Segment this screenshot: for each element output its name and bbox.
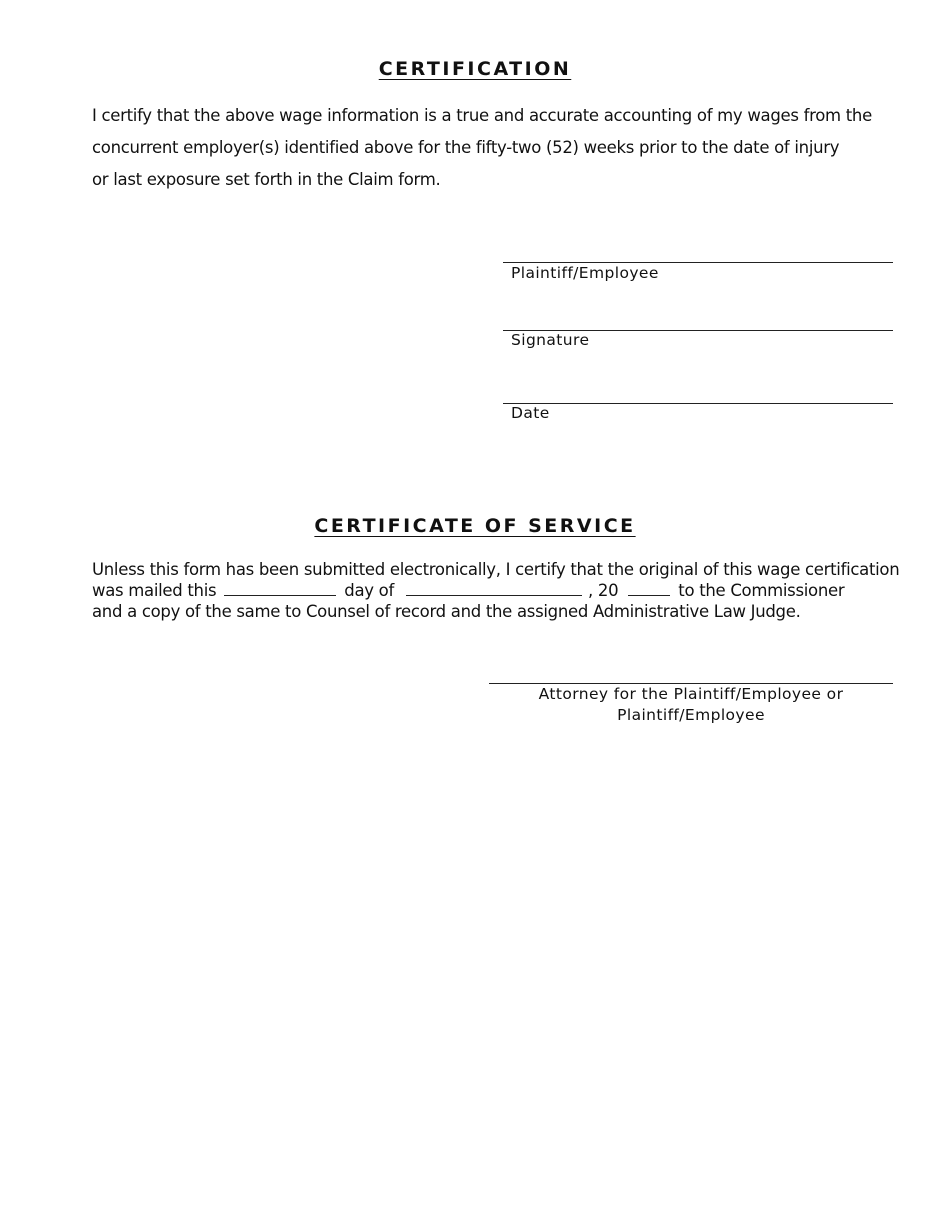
plaintiff-name-label: Plaintiff/Employee [511,264,659,282]
certification-text-line-3: or last exposure set forth in the Claim form. [92,170,441,189]
year-prefix-text: , 20 [587,581,619,600]
certification-heading [0,58,950,80]
certification-text-line-2: concurrent employer(s) identified above for the fifty-two (52) weeks prior to the date of injury [92,138,840,157]
day-blank-field[interactable] [224,581,336,596]
certificate-of-service-heading-text: CERTIFICATE OF SERVICE [314,515,636,537]
certification-heading-text: CERTIFICATION [378,58,572,80]
attorney-label-line-2: Plaintiff/Employee [617,706,765,724]
mailed-this-text: was mailed this [92,581,217,600]
service-text-line-1: Unless this form has been submitted electronically, I certify that the original of this wage certification [92,560,900,579]
year-blank-field[interactable] [628,581,670,596]
date-field[interactable] [503,403,893,404]
service-text-line-3: and a copy of the same to Counsel of record and the assigned Administrative Law Judge. [92,602,801,621]
certificate-of-service-heading [0,515,950,537]
to-commissioner-text: to the Commissioner [678,581,845,600]
month-blank-field[interactable] [406,581,582,596]
plaintiff-name-field[interactable] [503,262,893,263]
signature-label: Signature [511,331,590,349]
certification-text-line-1: I certify that the above wage information is a true and accurate accounting of my wages from the [92,106,872,125]
date-label: Date [511,404,550,422]
attorney-label-line-1: Attorney for the Plaintiff/Employee or [538,685,844,703]
attorney-signature-field[interactable] [489,683,893,684]
service-text-line-2 [92,580,844,601]
day-of-text: day of [344,581,394,600]
